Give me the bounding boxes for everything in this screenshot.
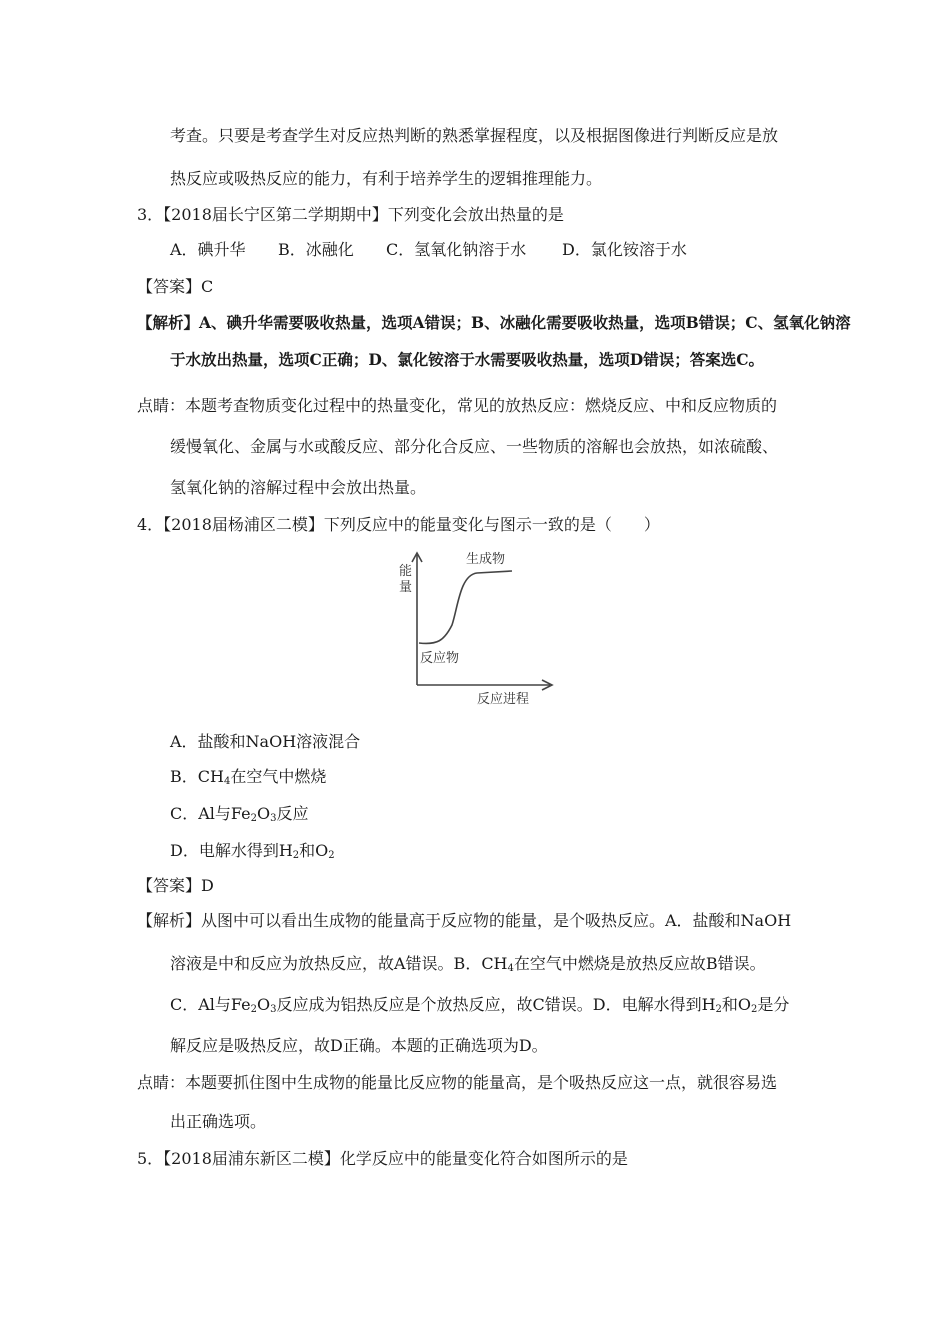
q4-stem: 4．【2018届杨浦区二模】下列反应中的能量变化与图示一致的是（ ） [137, 515, 660, 534]
q3-option-c: C．氢氧化钠溶于水 [386, 240, 527, 259]
q4-analysis-line-3: C．Al与$Fe_2O_3$反应成为铝热反应是个放热反应，故C错误。D．电解水得到$H_2$和$O_2$是分 [170, 995, 790, 1015]
q3-option-a: A．碘升华 [170, 240, 246, 259]
energy-diagram [392, 545, 562, 710]
q4-analysis-line-2: 溶液是中和反应为放热反应，故A错误。B．$CH_4$在空气中燃烧是放热反应故B错误。 [170, 954, 766, 974]
q3-option-d: D．氯化铵溶于水 [562, 240, 687, 259]
q4-comment-line-1: 点睛：本题要抓住图中生成物的能量比反应物的能量高，是个吸热反应这一点，就很容易选 [137, 1073, 778, 1092]
q5-stem: 5．【2018届浦东新区二模】化学反应中的能量变化符合如图所示的是 [137, 1149, 628, 1168]
q3-options [170, 240, 687, 260]
q4-comment-line-2: 出正确选项。 [170, 1112, 267, 1131]
q3-comment-line-3: 氢氧化钠的溶解过程中会放出热量。 [170, 478, 427, 497]
q4-option-a: A．盐酸和NaOH溶液混合 [170, 732, 361, 751]
y-axis-label-2: 量 [399, 580, 413, 595]
product-label: 生成物 [466, 552, 506, 567]
q3-comment-line-1: 点睛：本题考查物质变化过程中的热量变化，常见的放热反应：燃烧反应、中和反应物质的 [137, 396, 778, 415]
q4-analysis-line-4: 解反应是吸热反应，故D正确。本题的正确选项为D。 [170, 1036, 548, 1055]
q4-option-b: B．$CH_4$在空气中燃烧 [170, 767, 327, 787]
q3-analysis-line-1: 【解析】A、碘升华需要吸收热量，选项A错误；B、冰融化需要吸收热量，选项B错误；C、氢氧化钠溶 [137, 313, 851, 332]
q3-analysis-line-2: 于水放出热量，选项C正确；D、氯化铵溶于水需要吸收热量，选项D错误；答案选C。 [170, 350, 765, 369]
intro-line-2: 热反应或吸热反应的能力，有利于培养学生的逻辑推理能力。 [170, 169, 603, 188]
q3-answer: 【答案】C [137, 277, 214, 296]
q3-option-b: B．冰融化 [278, 240, 354, 259]
q3-stem: 3．【2018届长宁区第二学期期中】下列变化会放出热量的是 [137, 205, 564, 224]
q4-option-c: C．Al与$Fe_2O_3$反应 [170, 804, 309, 824]
q3-comment-line-2: 缓慢氧化、金属与水或酸反应、部分化合反应、一些物质的溶解也会放热，如浓硫酸、 [170, 437, 779, 456]
y-axis-label-1: 能 [399, 564, 413, 579]
q4-option-d: D．电解水得到$H_2$和$O_2$ [170, 841, 335, 861]
intro-line-1: 考查。只要是考查学生对反应热判断的熟悉掌握程度，以及根据图像进行判断反应是放 [170, 126, 779, 145]
q4-answer: 【答案】D [137, 876, 214, 895]
q4-analysis-line-1: 【解析】从图中可以看出生成物的能量高于反应物的能量，是个吸热反应。A．盐酸和NaOH [137, 911, 792, 930]
energy-curve [419, 571, 512, 643]
reactant-label: 反应物 [420, 651, 460, 666]
x-axis-label: 反应进程 [477, 692, 530, 707]
